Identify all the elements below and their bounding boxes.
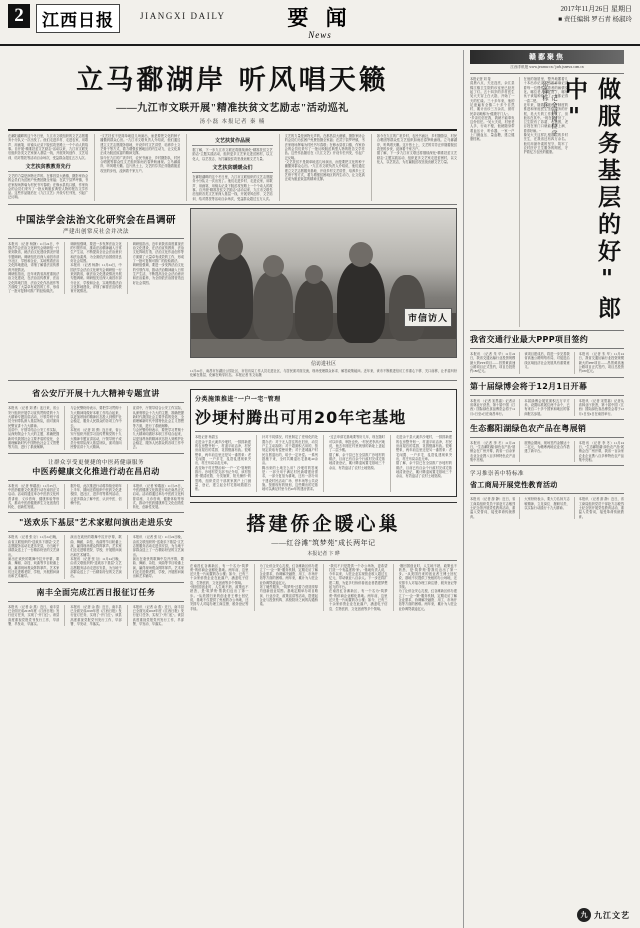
article-subscription xyxy=(8,587,184,627)
lead-paragraph: 文艺的力量是润物无声的。在都昌县大港镇，摄影家协会的会员们为贫困户免费拍摄全家福；在武宁县罗坪镇，书法家现场挥毫为村民书写春联；在修水县杭口镇，作家协会的会员们采写了一批反映脱贫典型人物的报告文学作品。这些作品随后在《九江文艺》开设专栏刊发，引起广泛反响。 xyxy=(8,173,89,200)
rail-article-paragraph: 本报讯 （记者 宋思嘉）记者从省林业厅获悉，第十届中国（江西）国际绿色食品博览会将于12月1日至4日在南昌举行。 xyxy=(470,398,516,416)
divider xyxy=(8,582,184,583)
lead-paragraph: 在鄱阳湖畔的这个冬日里，九江市文联组织的文艺志愿服务小分队又一次出发了。他们走进乡村、走进农家，用歌声、用画笔、用镜头记录下脱贫攻坚路上一个个动人的故事。自开展"精准扶贫文艺励志"活动以来，九江市文联先后组织各类文艺家深入基层一线，开展采风创作、文艺培训、结对帮扶等活动百余场次，受益群众超过五万人次。 xyxy=(192,174,273,201)
article-paragraph: 本报讯 （记者 钟端浪）11月25日，中医药健康文化推进行动在南昌正式启动。活动将通过举办中医药文化科普讲座、义诊咨询、健康体验等形式，推动中医药健康养生文化创造性转化、创新性发展。 xyxy=(132,483,184,510)
rail-article-ppp xyxy=(470,334,624,374)
article-paragraph: 本报讯 （记者 余 燕）近日，南丰县已全面完成2018年度《江西日报》发行征订任务，实现了"开门红"。该县高度重视党报党刊发行工作，早部署、早发动、早落实。 xyxy=(70,604,122,626)
article-col xyxy=(127,242,184,294)
article-paragraph: 调研组强调，要进一步发挥法治文化的引领作用，推动法治精神融入日常生产生活，不断提高全社会法治意识和法治素养，为全面依法治国营造良好社会氛围。 xyxy=(132,263,184,285)
lead-col-5 xyxy=(371,134,457,201)
lead-subheadline: ——九江市文联开展"精准扶贫文艺励志"活动巡礼 xyxy=(116,103,349,114)
article-police-study xyxy=(8,388,184,449)
page-number: 2 xyxy=(8,4,30,28)
lead-subhead-1: 文艺扶贫教教育先行 xyxy=(8,163,88,172)
article-col xyxy=(127,535,184,578)
lead-story xyxy=(8,50,457,125)
feature-paragraph: 为了让侨企安心扎根，红谷滩新区侨办建立了"一企一策"服务机制，定期走访了解企业需求，协调解决融资、用工、市场开拓等方面的困难。两年来，累计为入驻企业协调贷款逾亿元。 xyxy=(259,563,318,585)
article-col xyxy=(64,242,121,294)
footer-logo xyxy=(577,908,630,922)
rail-article-title: 省工商局开展党性教育活动 xyxy=(470,481,558,490)
divider xyxy=(8,204,457,205)
divider xyxy=(8,480,184,481)
rail-vertical-headline: 做服务基层的好"郎中" xyxy=(561,77,620,323)
boxed-feature xyxy=(190,389,457,496)
divider xyxy=(8,512,184,513)
lead-col-1 xyxy=(8,134,88,201)
article-tcm-campaign xyxy=(8,458,184,510)
boxed-paragraph: 腾出来的土地怎么用？沙埂村的答案是：一部分用于满足村民新增建房需求，一部分复垦为耕地，还有一部分用于建设村民活动广场、停车场等公共设施。按照现有的规划，这些腾出的宅基地可以满足村里今后20年的建房需求。 xyxy=(262,465,318,492)
lead-paragraph: "文艺扶贫不是简单地送几场演出，而是要把文化的种子播撒到群众心田。"九江市文联负责人介绍说，他们通过建立文艺志愿服务基地、开设乡村文艺讲堂、培养乡土文艺骨干等方式，着力增强贫困地区的内生动力，让文化真正成为脱贫致富的精神支撑。 xyxy=(100,134,181,156)
article-paragraph: 宣讲中，厅领导结合公安工作实际，从深刻领会十九大的主题、准确把握新时代我国社会主要矛盾的变化、全面理解新时代中国特色社会主义思想等方面，进行了系统阐释。 xyxy=(8,428,60,450)
divider xyxy=(470,348,624,349)
rail-article-paragraph: 本报讯 （记者 朱 华）11月24日，我省交通运输行业投资规模最大的PPP项目——昌景黄高速公路项目正式签约，项目总投资约180亿元。 xyxy=(578,352,624,374)
boxed-paragraph: 走进余干县大溪乡沙埂村，一排排新建的农房整齐划一，村道平坦洁净，村民房前屋后的菜园、花园错落有致。很难想象，两年前这里还是另一番景象：老宅闲置、一户多宅、乱搭乱建现象突出，村庄布局杂乱无章。 xyxy=(195,439,251,466)
article-col xyxy=(8,484,59,510)
rail-article-title: 生态鄱阳湖绿色农产品在粤展销 xyxy=(470,423,587,433)
rail-vertical-subtitle: ——记全国岗位学雷锋标兵 xyxy=(541,81,556,137)
footer-logo-text: 九江文艺 xyxy=(594,910,630,920)
rail-paragraph: 像吴大夫这样扎根基层的乡村医生，在我省还有四万余名。他们用最朴素的坚守，筑牢了农村医疗卫生服务的网底，守护着亿万农民的健康。 xyxy=(523,133,568,155)
issue-info xyxy=(558,4,632,24)
lead-body xyxy=(8,134,457,201)
boxed-paragraph: 改变始于村庄整治和"一户一宅"管理的推行。沙埂村党支部书记介绍，该村按照"摸清底数、分类施策、阳光操作"的思路，组织党员干部挨家挨户上门测量、登记，建立起全村宅基地数据台账。 xyxy=(195,465,251,492)
article-art-troupe xyxy=(8,517,184,578)
rail-article-paragraph: 大家纷纷表示，要大力弘扬方志敏精神，立足岗位、履职尽责，以实际行动践行十九大精神。 xyxy=(524,497,570,510)
article-paragraph: 与会民警纷纷表示，要把学习贯彻十九大精神同做好本职工作结合起来，以更加昂扬的精神状态投入到维护社会稳定、服务人民群众的各项工作中去。 xyxy=(132,428,184,450)
article-col xyxy=(64,535,121,578)
article-col xyxy=(8,242,59,294)
article-paragraph: 调研组指出，近年来我省高度重视法治文化建设，在法治宣传教育、法治文化阵地打造、法治文化作品创作等方面做了大量卓有成效的工作，形成了一批可复制可推广的经验做法。 xyxy=(132,241,184,264)
feature-col xyxy=(323,564,388,611)
boxed-paragraph: 针对不同情况，村里制定了差别化的处置办法：对于无人居住的危旧房，动员户主主动拆除；对于超面积占用的，按规定收取有偿使用费；对于进城落户村民自愿退出的，给予一定补偿。一系列措施下来，全村共腾退出宅基地40余亩。 xyxy=(262,435,318,466)
article-paragraph: 本报讯 （记者 钟端浪）11月25日，中医药健康文化推进行动在南昌正式启动。活动将通过举办中医药文化科普讲座、义诊咨询、健康体验等形式，推动中医药健康养生文化创造性转化、创新性发展。 xyxy=(8,483,60,510)
photo-person xyxy=(337,261,385,343)
divider xyxy=(470,73,624,74)
article-paragraph: 本报讯 （记者 刘 勇）连日来，省公安厅组织开展学习宣传贯彻党的十九大精神专题宣讲活动，厅领导班子成员分别带队深入基层所队，面对面向民警宣讲十九大精神。 xyxy=(8,406,60,428)
rail-article-paragraph: 本届绿博会展览面积五万平方米，设置标准展位两千余个，已有来自二十多个国家和地区的客商报名参展。 xyxy=(524,398,570,416)
divider xyxy=(470,377,624,378)
feature-stack xyxy=(190,384,457,626)
article-kicker: 让群众享受更便捷的中医药健康服务 xyxy=(47,459,144,466)
photo-person-head xyxy=(263,255,284,277)
boxed-paragraph: 据了解，余干县已在全县推广沙埂村的做法，目前已有百余个行政村完成宅基地清查登记，累计腾退闲置宅基地三千余亩，有效盘活了农村土地资源。 xyxy=(329,452,385,470)
divider xyxy=(8,380,457,381)
article-paragraph: 本报讯 （记者 张 衍）11月24日晚，由省文联组织的"送欢乐下基层"文艺志愿服务活动走进乐安县，为当地干部群众送上了一台精彩纷呈的文艺演出。 xyxy=(132,535,184,557)
rail-article-party-education xyxy=(470,469,624,519)
rail-paragraph: 在他的抽屉里，整齐地摞着几十本出诊记录，密密麻麻记录着每一位慢性病患者的病情变化。哪位老人该复查了，哪家孩子该接种疫苗了，他都记得一清二楚。 xyxy=(523,77,568,103)
divider xyxy=(190,560,457,561)
lead-subhead-3: 文艺扶贫暖暖众们 xyxy=(192,164,272,173)
rail-paragraph: 近年来，随着分级诊疗制度的推进和家庭医生签约服务的开展，吴大夫的工作更忙了，但他乐在其中。"现在条件好了，卫生院有了彩超、心电图，老百姓在家门口就能看得上病、看得好病。" xyxy=(523,102,568,133)
boxed-col xyxy=(323,435,385,491)
feature-col xyxy=(254,564,319,611)
article-paragraph: 本报讯 （记者 杨静）11月24日，中国法学会法治文化研究会调研组一行来到我省，就法治文化建设情况开展专题调研。调研组先后深入南昌市部分社区、学校和企业，实地察看法治文化阵地建设，详细了解普法宣传教育开展情况。 xyxy=(8,241,60,272)
issue-date: 2017年11月26日 星期日 xyxy=(560,5,632,13)
lead-byline: 汤小磊 本报记者 秦 楠 xyxy=(199,119,266,125)
lead-paragraph: 据了解，下一步九江市文联还将继续深化"精准扶贫文艺励志"主题实践活动，组织更多文艺家走进贫困村，以文化人、以艺扶志，为打赢脱贫攻坚战贡献文艺力量。 xyxy=(192,148,273,161)
lead-paragraph: 在鄱阳湖畔的这个冬日里，九江市文联组织的文艺志愿服务小分队又一次出发了。他们走进乡村、走进农家，用歌声、用画笔、用镜头记录下脱贫攻坚路上一个个动人的故事。自开展"精准扶贫文艺励志"活动以来，九江市文联先后组织各类文艺家深入基层一线，开展采风创作、文艺培训、结对帮扶等活动百余场次，受益群众超过五万人次。 xyxy=(8,134,89,160)
lead-paragraph: 如今在九江的广袤乡村，农民书画社、乡村摄影队、村民合唱团等群众性文艺组织如雨后春笋般涌现。立马鄱湖岸，听风唱天籁。这片热土上，文艺的芬芳正伴随着脱贫攻坚的步伐，浸润着千家万户。 xyxy=(100,155,181,173)
feature-paragraph: "刚回国创业时，人生地不熟，政策也不熟悉，是'筑梦苑'帮我们迈出了第一步。"从美国归来的创业者王博士回忆说，基地不仅提供了免租的办公场地，还安排专人对接办理工商注册、税务登记等手续。 xyxy=(190,585,249,611)
lead-col-2 xyxy=(94,134,180,201)
photo-caption: 信访进社区 xyxy=(310,361,336,367)
rail-article-kicker: 学习推崇善中特标准 xyxy=(470,471,525,478)
feature-paragraph: "我们不只是提供一个办公场所，更希望打造一个有温度的'家'。"基地负责人说，今年以来，入驻企业实现营业收入超过五亿元，带动就业八百余人。下一步还将扩建二期，为更多归侨侨眷创业者搭建梦想起飞的平台。 xyxy=(329,563,388,590)
divider xyxy=(470,493,624,494)
rail-article-title: 第十届绿博会将于12月1日开幕 xyxy=(470,381,588,391)
feature-col xyxy=(393,564,458,611)
article-col xyxy=(64,406,121,449)
rail-article-expo xyxy=(470,381,624,416)
lead-paragraph: 文艺的力量是润物无声的。在都昌县大港镇，摄影家协会的会员们为贫困户免费拍摄全家福；在武宁县罗坪镇，书法家现场挥毫为村民书写春联；在修水县杭口镇，作家协会的会员们采写了一批反映脱贫典型人物的报告文学作品。这些作品随后在《九江文艺》开设专栏刊发，引起广泛反响。 xyxy=(284,134,365,160)
feature-paragraph: 在南昌红谷滩新区，有一个名为"筑梦苑"的侨商企业孵化基地。两年前，这里还只是一片闲置的办公楼；如今，已有三十余家侨资企业在此落户，涵盖电子信息、生物医药、文化创意等多个领域。 xyxy=(329,589,388,611)
masthead xyxy=(0,0,640,46)
divider xyxy=(470,437,624,438)
article-paragraph: 演出在欢快的歌舞中拉开序幕，歌曲、舞蹈、杂技、戏曲等节目轮番上演，赢得现场观众阵阵掌声。艺术家们还走进敬老院、学校，开展慰问演出和艺术辅导。 xyxy=(70,535,122,557)
rail-article-paragraph: 本报讯 （记者 朱 华）11月24日，我省交通运输行业投资规模最大的PPP项目——昌景黄高速公路项目正式签约，项目总投资约180亿元。 xyxy=(470,352,516,374)
section-title-cn: 要 闻 xyxy=(287,6,353,30)
divider xyxy=(8,531,184,532)
boxed-feature-title: 沙埂村腾出可用20年宅基地 xyxy=(195,408,407,428)
photo-foreground xyxy=(191,339,456,357)
boxed-col xyxy=(256,435,318,491)
article-subtitle: 严建出创常反社会并决法 xyxy=(62,228,129,235)
article-title: 南丰全面完成江西日报征订任务 xyxy=(36,587,156,597)
bottom-feature-byline: 本报记者 卞 晔 xyxy=(307,551,340,557)
rail-paragraph: "乡亲们信任我，我就不能辜负这份信任。"吴大夫说，村里老人多，行动不便，他就随身带着血压计、听诊器，一家一户上门测血压、量血糖，建立健康档案。 xyxy=(470,115,515,142)
article-col xyxy=(64,484,121,510)
main-column xyxy=(8,50,463,928)
article-col xyxy=(127,406,184,449)
rail-article-paragraph: 该项目建成后，将进一步完善我省高速公路网络布局，对促进沿线区域经济社会发展具有重要意义。 xyxy=(524,352,570,369)
article-title: 中医药健康文化推进行动在昌启动 xyxy=(32,466,160,476)
issue-editor: ■ 责任编辑 罗石青 杨淑玲 xyxy=(558,15,632,23)
paper-name-en: JIANGXI DAILY xyxy=(140,11,226,21)
divider xyxy=(470,330,624,331)
section-title xyxy=(287,2,352,40)
article-col xyxy=(8,605,59,627)
boxed-paragraph: "过去申请宅基地要等好几年，现在随时可以申请，审批也快。"村民老李高兴地说，他去年刚在村里规划的新址上盖起了二层小楼。 xyxy=(329,435,385,453)
lead-paragraph: 如今在九江的广袤乡村，农民书画社、乡村摄影队、村民合唱团等群众性文艺组织如雨后春笋般涌现。立马鄱湖岸，听风唱天籁。这片热土上，文艺的芬芳正伴随着脱贫攻坚的步伐，浸润着千家万户。 xyxy=(376,134,458,151)
photo-person xyxy=(295,279,333,341)
article-paragraph: 本报讯 （记者 张 衍）11月24日晚，由省文联组织的"送欢乐下基层"文艺志愿服务活动走进乐安县，为当地干部群众送上了一台精彩纷呈的文艺演出。 xyxy=(8,535,60,557)
feature-paragraph: 为了让侨企安心扎根，红谷滩新区侨办建立了"一企一策"服务机制，定期走访了解企业需求，协调解决融资、用工、市场开拓等方面的困难。两年来，累计为入驻企业协调贷款逾亿元。 xyxy=(398,589,457,611)
divider xyxy=(8,453,184,454)
article-title: "送欢乐下基层"艺术家慰问演出走进乐安 xyxy=(19,518,173,528)
feature-paragraph: 在南昌红谷滩新区，有一个名为"筑梦苑"的侨商企业孵化基地。两年前，这里还只是一片闲置的办公楼；如今，已有三十余家侨资企业在此落户，涵盖电子信息、生物医药、文化创意等多个领域。 xyxy=(190,563,249,585)
paper-name-cn: 江西日报 xyxy=(36,4,120,33)
article-col xyxy=(8,406,59,449)
feature-paragraph: 除了硬件服务，"筑梦苑"还着力营造浓厚的创新创业氛围。基地定期举办项目路演、行业沙龙、政策宣讲等活动，搭建起企业与投资机构、高校院所之间的沟通桥梁。 xyxy=(259,585,318,607)
news-photo xyxy=(190,208,457,358)
article-paragraph: 演出在欢快的歌舞中拉开序幕，歌曲、舞蹈、杂技、戏曲等节目轮番上演，赢得现场观众阵阵掌声。艺术家们还走进敬老院、学校，开展慰问演出和艺术辅导。 xyxy=(132,557,184,579)
article-paragraph: 调研组指出，近年来我省高度重视法治文化建设，在法治宣传教育、法治文化阵地打造、法治文化作品创作等方面做了大量卓有成效的工作，形成了一批可复制可推广的经验做法。 xyxy=(8,272,60,294)
boxed-col xyxy=(195,435,251,491)
photo-note: 11月24日，南昌市东湖区公园社区，市信访局工作人员走进社区，与居民面对面交流，现场受理群众诉求、解答政策疑问。近年来，该市不断推进信访工作重心下移、关口前移，让矛盾纠纷化解在基层、化解在萌芽状态。 本报记者 朱文标摄 xyxy=(190,368,457,378)
article-paragraph: 调研组强调，要进一步发挥法治文化的引领作用，推动法治精神融入日常生产生活，不断提高全社会法治意识和法治素养，为全面依法治国营造良好社会氛围。 xyxy=(70,241,122,264)
rail-lead-text xyxy=(470,77,515,327)
article-col xyxy=(127,484,184,510)
lead-col-3 xyxy=(186,134,272,201)
lead-paragraph: 据了解，下一步九江市文联还将继续深化"精准扶贫文艺励志"主题实践活动，组织更多文艺家走进贫困村，以文化人、以艺扶志，为打赢脱贫攻坚战贡献文艺力量。 xyxy=(376,151,458,164)
bottom-feature-subtitle: ——红谷滩"筑梦苑"成长两年记 xyxy=(271,538,376,547)
article-paragraph: 本报讯 （记者 余 燕）近日，南丰县已全面完成2018年度《江西日报》发行征订任务，实现了"开门红"。该县高度重视党报党刊发行工作，早部署、早发动、早落实。 xyxy=(8,604,60,626)
divider xyxy=(470,395,624,396)
boxed-paragraph: 据了解，余干县已在全县推广沙埂村的做法，目前已有百余个行政村完成宅基地清查登记，累计腾退闲置宅基地三千余亩，有效盘活了农村土地资源。 xyxy=(396,461,452,479)
article-paragraph: 与会民警纷纷表示，要把学习贯彻十九大精神同做好本职工作结合起来，以更加昂扬的精神状态投入到维护社会稳定、服务人民群众的各项工作中去。 xyxy=(70,406,122,428)
article-col xyxy=(127,605,184,627)
rail-banner: 赣鄱聚焦 xyxy=(470,50,624,64)
secondary-articles-column xyxy=(8,208,184,378)
divider xyxy=(8,402,184,403)
divider xyxy=(470,419,624,420)
rail-article-paragraph: 本报讯 （记者 游 静）近日，省工商局组织党员干部赴方志敏烈士纪念馆开展党性教育活动，重温入党誓词，接受革命传统教育。 xyxy=(470,497,516,519)
divider xyxy=(195,431,452,432)
section-title-en: News xyxy=(308,30,332,40)
rail-article-paragraph: 本报讯 （记者 李 冬）11月24日，"生态鄱阳湖·绿色农产品"展销会在广州开幕，我省一百余家农业企业携八百多种特色农产品集中亮相。 xyxy=(470,440,516,463)
article-paragraph: 宣讲中，厅领导结合公安工作实际，从深刻领会十九大的主题、准确把握新时代我国社会主要矛盾的变化、全面理解新时代中国特色社会主义思想等方面，进行了系统阐释。 xyxy=(132,406,184,428)
bottom-feature-title: 搭建侨企暖心巢 xyxy=(246,512,401,535)
photo-person xyxy=(253,271,293,341)
photo-person-head xyxy=(349,242,373,267)
article-col xyxy=(64,605,121,627)
lead-col-4 xyxy=(279,134,365,201)
divider xyxy=(470,465,624,466)
left-small-articles xyxy=(8,384,184,626)
article-col xyxy=(8,535,59,578)
article-paragraph: 据介绍，此次推进行动将持续至明年上半年，期间还将组织中医药文化进校园、进社区、进乡村等系列活动，让更多群众了解中医、认识中医、信赖中医。 xyxy=(70,483,122,505)
rail-article-paragraph: 展销会期间，现场签约金额达十二亿元，为赣粤两地农业合作搭建了新平台。 xyxy=(524,440,570,454)
feature-col xyxy=(190,564,249,611)
rail-paragraph: 本报记者 刘 斐 xyxy=(470,77,491,81)
lead-subhead-2: 文艺扶贫作品展 xyxy=(192,137,272,146)
article-paragraph: 本报讯 （记者 张 衍）11月24日晚，由省文联组织的"送欢乐下基层"文艺志愿服务活动走进乐安县，为当地干部群众送上了一台精彩纷呈的文艺演出。 xyxy=(70,557,122,579)
photo-person-head xyxy=(305,265,323,284)
rail-article-paragraph: 本报讯 （记者 游 静）近日，省工商局组织党员干部赴方志敏烈士纪念馆开展党性教育活动，重温入党誓词，接受革命传统教育。 xyxy=(578,497,624,519)
rail-article-agri-expo xyxy=(470,423,624,463)
right-rail xyxy=(463,50,624,928)
photo-person-head xyxy=(218,233,243,260)
lead-paragraph: "文艺扶贫不是简单地送几场演出，而是要把文化的种子播撒到群众心田。"九江市文联负责人介绍说，他们通过建立文艺志愿服务基地、开设乡村文艺讲堂、培养乡土文艺骨干等方式，着力增强贫困地区的内生动力，让文化真正成为脱贫致富的精神支撑。 xyxy=(284,159,365,182)
footer-logo-mark: 九 xyxy=(577,908,591,922)
article-paragraph: 本报讯 （记者 余 燕）近日，南丰县已全面完成2018年度《江西日报》发行征订任务，实现了"开门红"。该县高度重视党报党刊发行工作，早部署、早发动、早落实。 xyxy=(132,604,184,626)
article-paragraph: 本报讯 （记者 刘 勇）连日来，省公安厅组织开展学习宣传贯彻党的十九大精神专题宣讲活动，厅领导班子成员分别带队深入基层所队，面对面向民警宣讲十九大精神。 xyxy=(70,428,122,450)
photo-block xyxy=(190,208,457,378)
article-paragraph: 本报讯 （记者 杨静）11月24日，中国法学会法治文化研究会调研组一行来到我省，就法治文化建设情况开展专题调研。调研组先后深入南昌市部分社区、学校和企业，实地察看法治文化阵地建设，详细了解普法宣传教育开展情况。 xyxy=(70,263,122,294)
article-law-research xyxy=(8,212,184,294)
article-title: 省公安厅开展十九大精神专题宣讲 xyxy=(32,389,160,399)
article-paragraph: 演出在欢快的歌舞中拉开序幕，歌曲、舞蹈、杂技、戏曲等节目轮番上演，赢得现场观众阵阵掌声。艺术家们还走进敬老院、学校，开展慰问演出和艺术辅导。 xyxy=(8,557,60,579)
article-title: 中国法学会法治文化研究会在昌调研 xyxy=(15,214,176,226)
photo-person xyxy=(207,251,253,339)
boxed-col xyxy=(390,435,452,491)
rail-article-title: 我省交通行业最大PPP项目签约 xyxy=(470,335,589,344)
feature-paragraph: "刚回国创业时，人生地不熟，政策也不熟悉，是'筑梦苑'帮我们迈出了第一步。"从美国归来的创业者王博士回忆说，基地不仅提供了免租的办公场地，还安排专人对接办理工商注册、税务登记等手续。 xyxy=(398,563,457,590)
divider xyxy=(8,238,184,239)
lead-headline: 立马鄱湖岸 听风唱天籁 xyxy=(76,65,389,96)
boxed-feature-kicker: 分类施策推进"一户一宅"管理 xyxy=(195,397,281,404)
rail-paragraph: 清晨六点，天还没亮，余江县锦江镇卫生院的诊室里已经亮起了灯。五十四岁的乡村医生吴大夫穿上白大褂，开始了一天的忙碌。三十多年来，他的足迹遍布全镇二十多个自然村，累计出诊三万余次，被村民亲切地称为"健康守门人"。 xyxy=(470,81,515,116)
divider xyxy=(8,129,457,131)
boxed-paragraph: 本报记者 杨碧玉 xyxy=(195,435,219,440)
rail-url: 江西手机报 www.jxwmw.cn / jxrb.jxnews.com.cn xyxy=(510,65,584,69)
bottom-feature xyxy=(190,502,457,611)
boxed-paragraph: 走进余干县大溪乡沙埂村，一排排新建的农房整齐划一，村道平坦洁净，村民房前屋后的菜园、花园错落有致。很难想象，两年前这里还是另一番景象：老宅闲置、一户多宅、乱搭乱建现象突出，村庄布局杂乱无章。 xyxy=(396,435,452,461)
page-body xyxy=(0,46,640,928)
divider xyxy=(8,601,184,602)
rail-article-paragraph: 本报讯 （记者 宋思嘉）记者从省林业厅获悉，第十届中国（江西）国际绿色食品博览会将于12月1日至4日在南昌举行。 xyxy=(578,398,624,416)
rail-article-paragraph: 本报讯 （记者 李 冬）11月24日，"生态鄱阳湖·绿色农产品"展销会在广州开幕，我省一百余家农业企业携八百多种特色农产品集中亮相。 xyxy=(578,440,624,463)
photo-banner-text: 市信访人 xyxy=(404,308,452,327)
